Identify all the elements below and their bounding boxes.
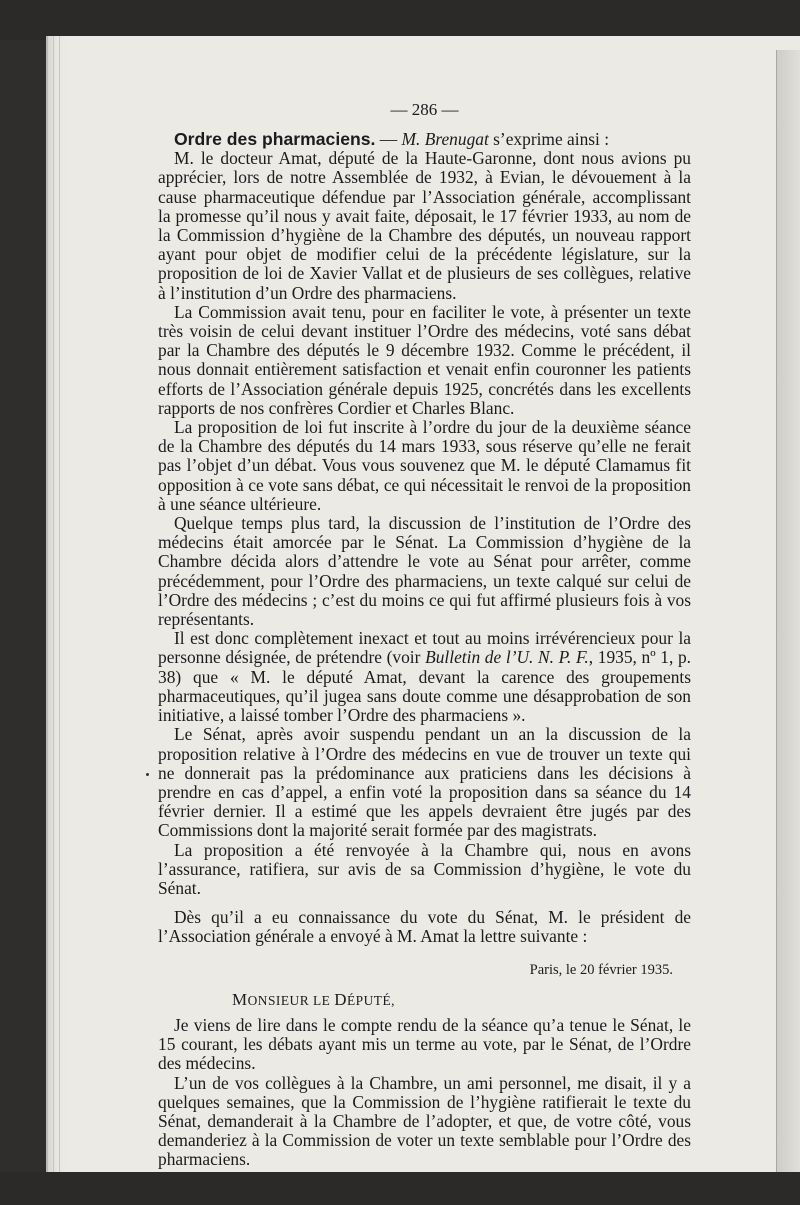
paragraph-1: M. le docteur Amat, député de la Haute-Garonne, dont nous avions pu apprécier, lors de notre Assemblée de 1932, à Evian, le dévouement à la cause pharmaceutique défendue par l’Association générale, accomplissant la promesse qu’il nous y avait faite, déposait, le 17 février 1933, au nom de la Commission d’hygiène de la Chambre des députés, un nouveau rapport ayant pour objet de modifier celui de la précédente législature, sur la proposition de loi de Xavier Vallat et de plusieurs de ses collègues, relative à l’institution d’un Ordre des pharmaciens. — [158, 148, 691, 303]
paragraph-8: Dès qu’il a eu connaissance du vote du Sénat, M. le président de l’Association générale a envoyé à M. Amat la lettre suivante : — [158, 907, 691, 947]
heading-dash: — — [375, 129, 402, 149]
paragraph-5 — [158, 629, 691, 725]
salutation-initial-m: M — [232, 989, 248, 1009]
paragraph-6: Le Sénat, après avoir suspendu pendant un an la discussion de la proposition relative à l’Ordre des médecins en vue de trouver un texte qui ne donnerait pas la prédominance aux praticiens dans les décisions à prendre en cas d’appel, a enfin voté la proposition dans sa séance du 14 février dernier. Il a estimé que les appels devraient être jugés par des Commissions dont la majorité serait formée par des magistrats. — [158, 724, 691, 841]
margin-mark — [146, 773, 149, 776]
letter-paragraph-2: L’un de vos collègues à la Chambre, un ami personnel, me disait, il y a quelques semaines, que la Commission de l’hygiène ratifierait le texte du Sénat, demanderait à la Chambre de l’adopter, et que, de votre côté, vous demanderiez à la Commission de voter un texte semblable pour l’Ordre des pharmaciens. — [158, 1072, 691, 1170]
paragraph-2: La Commission avait tenu, pour en faciliter le vote, à présenter un texte très voisin de celui devant instituer l’Ordre des médecins, voté sans débat par la Chambre des députés le 9 décembre 1932. Comme le précédent, il nous donnait entièrement satisfaction et venait enfin couronner les patients efforts de l’Association générale depuis 1925, concrétés dans les excellents rapports de nos confrères Cordier et Charles Blanc. — [158, 301, 691, 418]
salutation-part-2: ÉPUTÉ, — [347, 992, 396, 1008]
page-content — [158, 100, 691, 1170]
page-binding-edge — [46, 36, 70, 1174]
page-number: — 286 — — [390, 100, 459, 119]
bulletin-reference: Bulletin de l’U. N. P. F. — [425, 647, 589, 668]
heading-intro: s’exprime ainsi : — [488, 129, 610, 149]
letter-paragraph-1: Je viens de lire dans le compte rendu de la séance qu’a tenue le Sénat, le 15 courant, les débats ayant mis un terme au vote, par le Sénat, de l’Ordre des médecins. — [158, 1014, 691, 1074]
letter-date: Paris, le 20 février 1935. — [529, 961, 673, 978]
section-heading — [158, 130, 691, 149]
scan-background-top — [0, 0, 800, 40]
salutation-part-1: ONSIEUR LE — [247, 992, 335, 1008]
letter-salutation — [158, 990, 691, 1010]
paragraph-4: Quelque temps plus tard, la discussion de l’institution de l’Ordre des médecins était amorcée par le Sénat. La Commission d’hygiène de la Chambre décida alors d’attendre le vote au Sénat pour arrêter, comme précédemment, pour l’Ordre des pharmaciens, un texte calqué sur celui de l’Ordre des médecins ; c’est du moins ce qui fut affirmé plusieurs fois à vos représentants. — [158, 513, 691, 630]
speaker-name: M. Brenugat — [401, 129, 489, 149]
paragraph-5-before: Il est donc complètement inexact et tout au moins irrévérencieux pour la personne désignée, de prétendre (voir — [158, 628, 691, 668]
scan-background-bottom — [0, 1172, 800, 1205]
section-title: Ordre des pharmaciens. — [174, 129, 376, 149]
paragraph-7: La proposition a été renvoyée à la Chambre qui, nous en avons l’assurance, ratifiera, sur avis de sa Commission d’hygiène, le vote du Sénat. — [158, 839, 691, 898]
next-page-edge — [776, 50, 800, 1175]
paragraph-5-after: , 1935, nº 1, p. 38) que « M. le député Amat, devant la carence des groupements pharmaceutiques, qu’il jugea sans doute comme une désapprobation de son initiative, a laissé tomber l’Ordre des pharmaciens ». — [158, 647, 691, 726]
salutation-initial-d: D — [334, 989, 347, 1009]
paragraph-3: La proposition de loi fut inscrite à l’ordre du jour de la deuxième séance de la Chambre des députés du 14 mars 1933, sous réserve qu’elle ne ferait pas l’objet d’un débat. Vous vous souvenez que M. le député Clamamus fit opposition à ce vote sans débat, ce qui nécessitait le renvoi de la proposition à une séance ultérieure. — [158, 417, 691, 514]
